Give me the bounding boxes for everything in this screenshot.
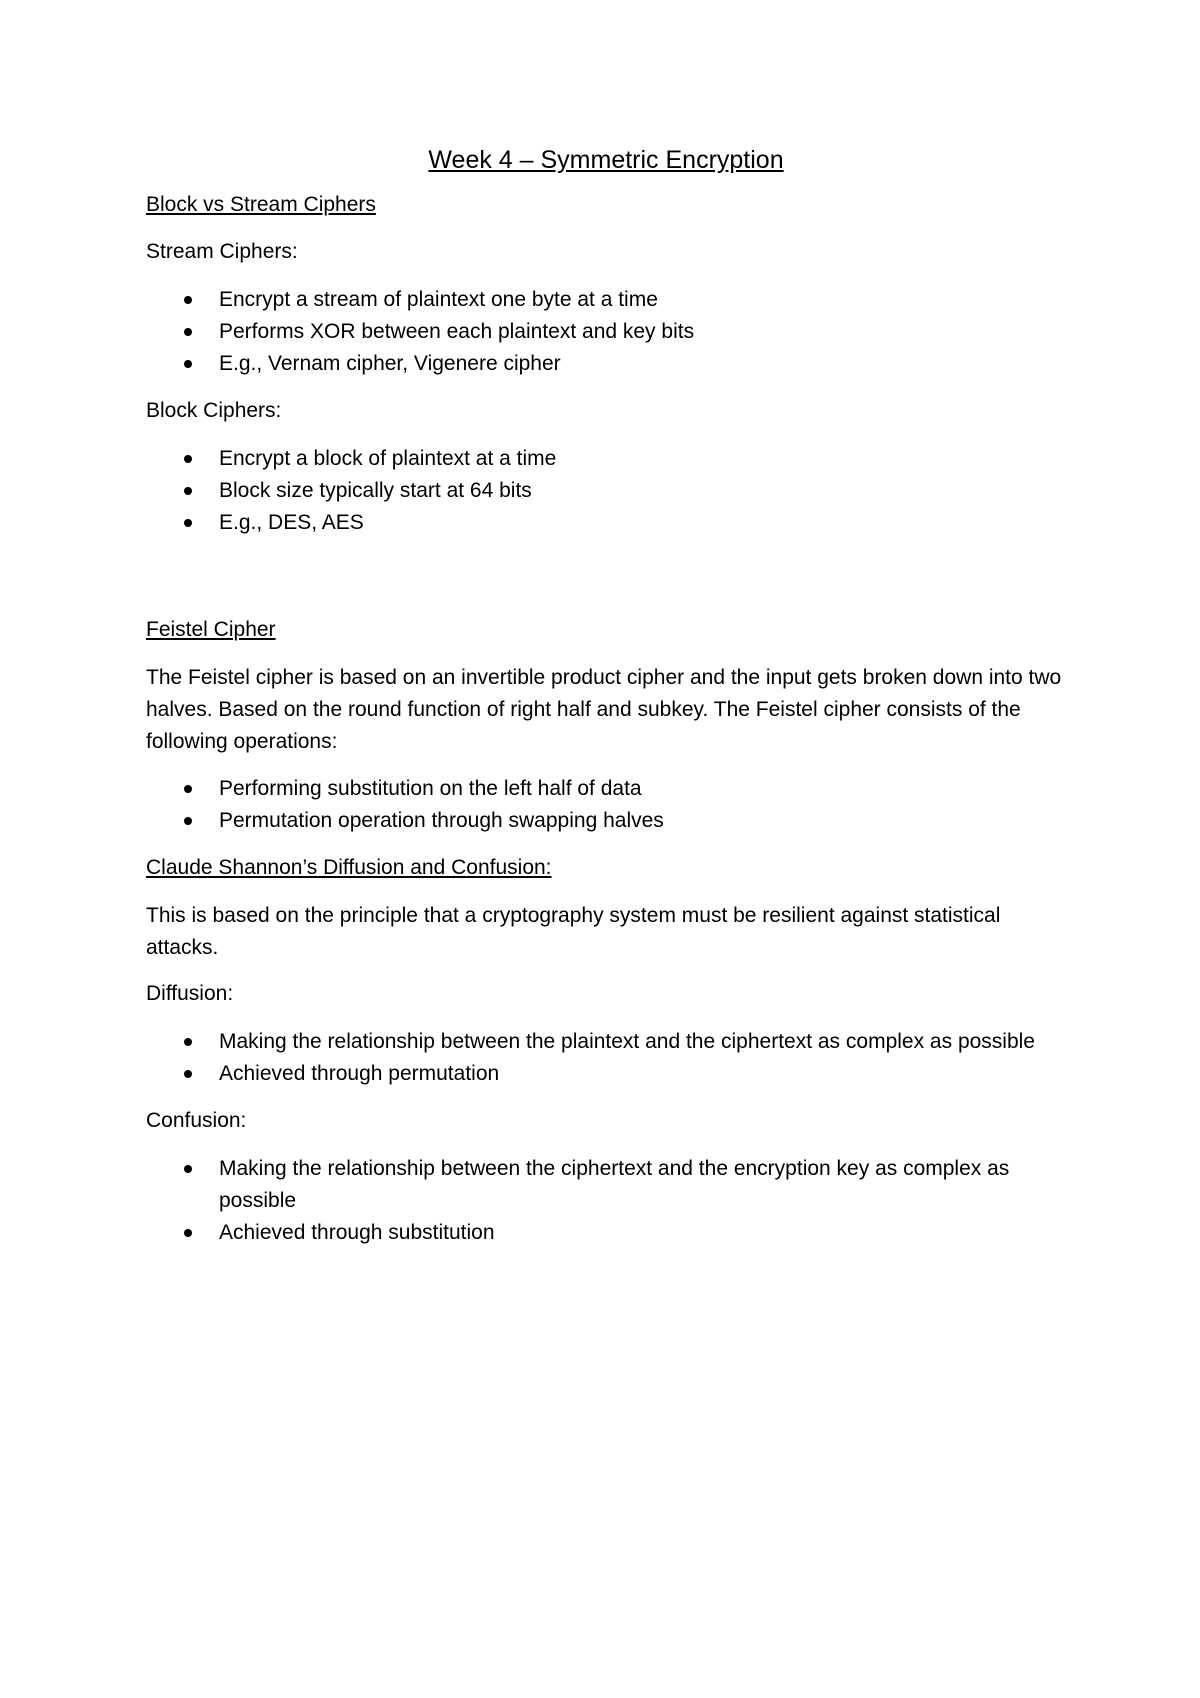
stream-ciphers-label: Stream Ciphers: [146,240,298,263]
confusion-label: Confusion: [146,1109,247,1132]
feistel-paragraph: The Feistel cipher is based on an invertible product cipher and the input gets broken down into two halves. Based on the round function of right half and subkey. The Feistel cipher consists of the following operations: [146,666,1062,753]
list-item-text: Making the relationship between the ciphertext and the encryption key as complex as possible [219,1157,1010,1212]
list-item-text: E.g., DES, AES [219,511,364,534]
list-item [146,773,1066,805]
list-item [146,316,1066,348]
section-heading-block-vs-stream: Block vs Stream Ciphers [146,193,376,216]
list-item [146,507,1066,539]
bullet-icon [184,519,192,527]
list-item-text: Performs XOR between each plaintext and key bits [219,320,695,343]
bullet-icon [184,1038,192,1046]
list-item-text: Making the relationship between the plaintext and the ciphertext as complex as possible [219,1030,1035,1053]
list-item [146,805,1066,837]
section-heading-shannon: Claude Shannon’s Diffusion and Confusion: [146,856,552,879]
section-heading-feistel-cipher: Feistel Cipher [146,618,276,641]
document-content [146,144,1066,1265]
list-item-text: E.g., Vernam cipher, Vigenere cipher [219,352,561,375]
list-item-text: Performing substitution on the left half of data [219,777,642,800]
list-item-text: Encrypt a block of plaintext at a time [219,447,557,470]
bullet-icon [184,817,192,825]
bullet-icon [184,455,192,463]
diffusion-list [146,1026,1066,1090]
bullet-icon [184,487,192,495]
list-item [146,1217,1066,1249]
bullet-icon [184,785,192,793]
bullet-icon [184,360,192,368]
bullet-icon [184,1165,192,1173]
list-item [146,348,1066,380]
list-item [146,475,1066,507]
confusion-list [146,1153,1066,1249]
list-item-text: Achieved through permutation [219,1062,500,1085]
list-item [146,1058,1066,1090]
list-item-text: Achieved through substitution [219,1221,495,1244]
list-item-text: Encrypt a stream of plaintext one byte at a time [219,288,658,311]
list-item [146,443,1066,475]
shannon-paragraph: This is based on the principle that a cryptography system must be resilient against statistical attacks. [146,904,1001,959]
bullet-icon [184,1229,192,1237]
feistel-operations-list [146,773,1066,837]
bullet-icon [184,296,192,304]
stream-ciphers-list [146,284,1066,380]
bullet-icon [184,1070,192,1078]
block-ciphers-label: Block Ciphers: [146,399,282,422]
document-title: Week 4 – Symmetric Encryption [428,146,784,174]
list-item [146,1026,1066,1058]
bullet-icon [184,328,192,336]
section-spacer [146,555,1066,615]
diffusion-label: Diffusion: [146,982,234,1005]
list-item [146,284,1066,316]
block-ciphers-list [146,443,1066,539]
list-item-text: Block size typically start at 64 bits [219,479,532,502]
list-item [146,1153,1066,1217]
list-item-text: Permutation operation through swapping halves [219,809,664,832]
